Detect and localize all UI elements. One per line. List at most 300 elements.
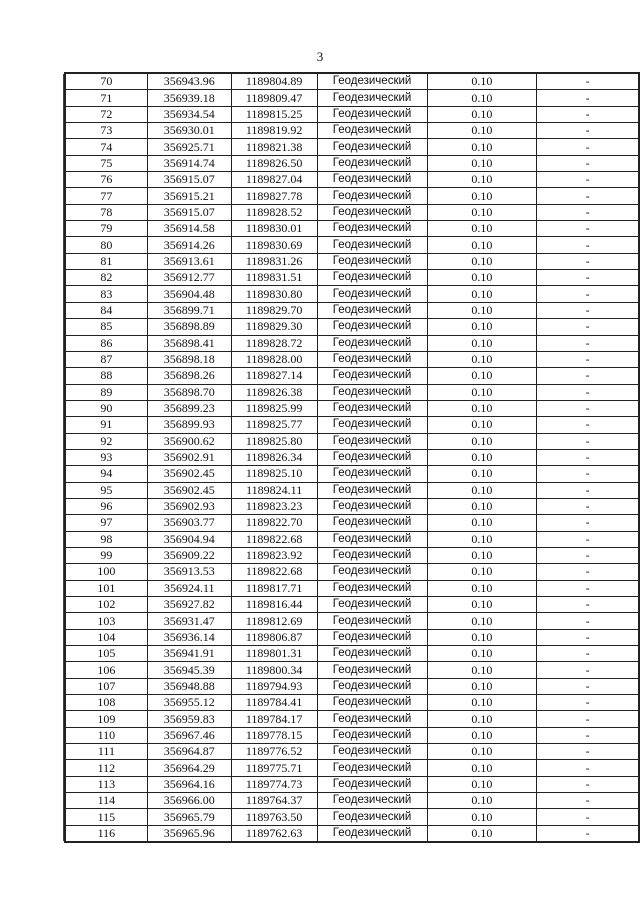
description-cell: - [537,221,639,237]
x-coordinate-cell: 356900.62 [147,433,231,449]
table-row [66,449,639,465]
method-cell: Геодезический [317,74,427,90]
accuracy-cell: 0.10 [427,400,537,416]
accuracy-cell: 0.10 [427,580,537,596]
point-number-cell: 101 [66,580,148,596]
x-coordinate-cell: 356927.82 [147,597,231,613]
description-cell: - [537,253,639,269]
table-row [66,711,639,727]
method-cell: Геодезический [317,564,427,580]
y-coordinate-cell: 1189825.80 [231,433,317,449]
table-row [66,302,639,318]
table-row [66,498,639,514]
accuracy-cell: 0.10 [427,727,537,743]
table-row [66,629,639,645]
point-number-cell: 79 [66,221,148,237]
point-number-cell: 89 [66,384,148,400]
method-cell: Геодезический [317,744,427,760]
accuracy-cell: 0.10 [427,760,537,776]
point-number-cell: 102 [66,597,148,613]
description-cell: - [537,809,639,825]
accuracy-cell: 0.10 [427,613,537,629]
accuracy-cell: 0.10 [427,662,537,678]
table-row [66,646,639,662]
table-row [66,237,639,253]
x-coordinate-cell: 356930.01 [147,123,231,139]
method-cell: Геодезический [317,237,427,253]
description-cell: - [537,286,639,302]
description-cell: - [537,155,639,171]
y-coordinate-cell: 1189762.63 [231,825,317,841]
description-cell: - [537,270,639,286]
point-number-cell: 84 [66,302,148,318]
x-coordinate-cell: 356914.26 [147,237,231,253]
table-row [66,744,639,760]
accuracy-cell: 0.10 [427,90,537,106]
description-cell: - [537,335,639,351]
accuracy-cell: 0.10 [427,302,537,318]
accuracy-cell: 0.10 [427,629,537,645]
point-number-cell: 97 [66,515,148,531]
point-number-cell: 70 [66,74,148,90]
table-row [66,384,639,400]
point-number-cell: 72 [66,106,148,122]
y-coordinate-cell: 1189794.93 [231,678,317,694]
y-coordinate-cell: 1189822.70 [231,515,317,531]
accuracy-cell: 0.10 [427,351,537,367]
point-number-cell: 108 [66,695,148,711]
table-row [66,662,639,678]
table-row [66,793,639,809]
point-number-cell: 74 [66,139,148,155]
accuracy-cell: 0.10 [427,106,537,122]
y-coordinate-cell: 1189827.04 [231,172,317,188]
x-coordinate-cell: 356899.23 [147,400,231,416]
y-coordinate-cell: 1189825.77 [231,417,317,433]
method-cell: Геодезический [317,400,427,416]
method-cell: Геодезический [317,123,427,139]
y-coordinate-cell: 1189784.17 [231,711,317,727]
accuracy-cell: 0.10 [427,286,537,302]
method-cell: Геодезический [317,90,427,106]
point-number-cell: 99 [66,547,148,563]
accuracy-cell: 0.10 [427,793,537,809]
x-coordinate-cell: 356964.87 [147,744,231,760]
y-coordinate-cell: 1189826.38 [231,384,317,400]
description-cell: - [537,776,639,792]
description-cell: - [537,695,639,711]
description-cell: - [537,204,639,220]
y-coordinate-cell: 1189778.15 [231,727,317,743]
y-coordinate-cell: 1189819.92 [231,123,317,139]
x-coordinate-cell: 356915.07 [147,172,231,188]
description-cell: - [537,172,639,188]
description-cell: - [537,711,639,727]
description-cell: - [537,515,639,531]
method-cell: Геодезический [317,417,427,433]
description-cell: - [537,466,639,482]
x-coordinate-cell: 356959.83 [147,711,231,727]
description-cell: - [537,188,639,204]
y-coordinate-cell: 1189812.69 [231,613,317,629]
accuracy-cell: 0.10 [427,711,537,727]
point-number-cell: 81 [66,253,148,269]
accuracy-cell: 0.10 [427,466,537,482]
point-number-cell: 113 [66,776,148,792]
table-row [66,482,639,498]
method-cell: Геодезический [317,172,427,188]
y-coordinate-cell: 1189828.72 [231,335,317,351]
x-coordinate-cell: 356912.77 [147,270,231,286]
table-row [66,597,639,613]
point-number-cell: 94 [66,466,148,482]
description-cell: - [537,417,639,433]
x-coordinate-cell: 356948.88 [147,678,231,694]
y-coordinate-cell: 1189826.34 [231,449,317,465]
table-row [66,613,639,629]
description-cell: - [537,547,639,563]
x-coordinate-cell: 356915.07 [147,204,231,220]
method-cell: Геодезический [317,580,427,596]
point-number-cell: 91 [66,417,148,433]
method-cell: Геодезический [317,302,427,318]
description-cell: - [537,531,639,547]
x-coordinate-cell: 356898.18 [147,351,231,367]
description-cell: - [537,139,639,155]
y-coordinate-cell: 1189809.47 [231,90,317,106]
x-coordinate-cell: 356904.94 [147,531,231,547]
point-number-cell: 107 [66,678,148,694]
accuracy-cell: 0.10 [427,237,537,253]
table-row [66,515,639,531]
x-coordinate-cell: 356936.14 [147,629,231,645]
x-coordinate-cell: 356967.46 [147,727,231,743]
table-row [66,139,639,155]
point-number-cell: 104 [66,629,148,645]
table-row [66,678,639,694]
description-cell: - [537,662,639,678]
x-coordinate-cell: 356943.96 [147,74,231,90]
accuracy-cell: 0.10 [427,221,537,237]
description-cell: - [537,368,639,384]
method-cell: Геодезический [317,139,427,155]
x-coordinate-cell: 356903.77 [147,515,231,531]
table-row [66,433,639,449]
accuracy-cell: 0.10 [427,319,537,335]
point-number-cell: 100 [66,564,148,580]
coordinates-table-frame [64,72,640,843]
accuracy-cell: 0.10 [427,678,537,694]
method-cell: Геодезический [317,106,427,122]
table-row [66,253,639,269]
x-coordinate-cell: 356899.71 [147,302,231,318]
description-cell: - [537,319,639,335]
accuracy-cell: 0.10 [427,123,537,139]
y-coordinate-cell: 1189828.52 [231,204,317,220]
table-row [66,776,639,792]
method-cell: Геодезический [317,286,427,302]
method-cell: Геодезический [317,155,427,171]
y-coordinate-cell: 1189829.30 [231,319,317,335]
y-coordinate-cell: 1189823.23 [231,498,317,514]
table-row [66,90,639,106]
x-coordinate-cell: 356964.16 [147,776,231,792]
x-coordinate-cell: 356945.39 [147,662,231,678]
point-number-cell: 88 [66,368,148,384]
description-cell: - [537,580,639,596]
method-cell: Геодезический [317,335,427,351]
point-number-cell: 83 [66,286,148,302]
y-coordinate-cell: 1189800.34 [231,662,317,678]
point-number-cell: 90 [66,400,148,416]
table-row [66,106,639,122]
accuracy-cell: 0.10 [427,825,537,841]
x-coordinate-cell: 356902.45 [147,466,231,482]
method-cell: Геодезический [317,498,427,514]
y-coordinate-cell: 1189774.73 [231,776,317,792]
method-cell: Геодезический [317,646,427,662]
coordinates-table-body [66,74,639,842]
y-coordinate-cell: 1189830.01 [231,221,317,237]
table-row [66,825,639,841]
table-row [66,204,639,220]
accuracy-cell: 0.10 [427,744,537,760]
method-cell: Геодезический [317,809,427,825]
method-cell: Геодезический [317,351,427,367]
accuracy-cell: 0.10 [427,253,537,269]
table-row [66,188,639,204]
x-coordinate-cell: 356964.29 [147,760,231,776]
y-coordinate-cell: 1189775.71 [231,760,317,776]
y-coordinate-cell: 1189763.50 [231,809,317,825]
description-cell: - [537,351,639,367]
method-cell: Геодезический [317,711,427,727]
x-coordinate-cell: 356898.89 [147,319,231,335]
point-number-cell: 95 [66,482,148,498]
accuracy-cell: 0.10 [427,335,537,351]
point-number-cell: 111 [66,744,148,760]
y-coordinate-cell: 1189822.68 [231,564,317,580]
accuracy-cell: 0.10 [427,449,537,465]
table-row [66,727,639,743]
accuracy-cell: 0.10 [427,384,537,400]
accuracy-cell: 0.10 [427,646,537,662]
x-coordinate-cell: 356914.74 [147,155,231,171]
method-cell: Геодезический [317,433,427,449]
table-row [66,286,639,302]
table-row [66,400,639,416]
point-number-cell: 112 [66,760,148,776]
y-coordinate-cell: 1189764.37 [231,793,317,809]
x-coordinate-cell: 356925.71 [147,139,231,155]
accuracy-cell: 0.10 [427,597,537,613]
accuracy-cell: 0.10 [427,417,537,433]
accuracy-cell: 0.10 [427,172,537,188]
method-cell: Геодезический [317,547,427,563]
point-number-cell: 86 [66,335,148,351]
point-number-cell: 73 [66,123,148,139]
description-cell: - [537,629,639,645]
y-coordinate-cell: 1189823.92 [231,547,317,563]
accuracy-cell: 0.10 [427,515,537,531]
method-cell: Геодезический [317,613,427,629]
method-cell: Геодезический [317,253,427,269]
description-cell: - [537,678,639,694]
x-coordinate-cell: 356898.70 [147,384,231,400]
method-cell: Геодезический [317,695,427,711]
coordinates-table [65,73,639,842]
y-coordinate-cell: 1189784.41 [231,695,317,711]
y-coordinate-cell: 1189804.89 [231,74,317,90]
y-coordinate-cell: 1189776.52 [231,744,317,760]
description-cell: - [537,302,639,318]
table-row [66,155,639,171]
accuracy-cell: 0.10 [427,74,537,90]
x-coordinate-cell: 356913.61 [147,253,231,269]
description-cell: - [537,646,639,662]
description-cell: - [537,90,639,106]
table-row [66,809,639,825]
x-coordinate-cell: 356898.41 [147,335,231,351]
y-coordinate-cell: 1189830.80 [231,286,317,302]
y-coordinate-cell: 1189806.87 [231,629,317,645]
method-cell: Геодезический [317,319,427,335]
x-coordinate-cell: 356898.26 [147,368,231,384]
y-coordinate-cell: 1189815.25 [231,106,317,122]
point-number-cell: 114 [66,793,148,809]
x-coordinate-cell: 356941.91 [147,646,231,662]
table-row [66,580,639,596]
point-number-cell: 106 [66,662,148,678]
x-coordinate-cell: 356902.45 [147,482,231,498]
point-number-cell: 82 [66,270,148,286]
table-row [66,760,639,776]
y-coordinate-cell: 1189831.26 [231,253,317,269]
y-coordinate-cell: 1189827.14 [231,368,317,384]
method-cell: Геодезический [317,629,427,645]
accuracy-cell: 0.10 [427,564,537,580]
table-row [66,123,639,139]
description-cell: - [537,498,639,514]
method-cell: Геодезический [317,482,427,498]
description-cell: - [537,727,639,743]
method-cell: Геодезический [317,597,427,613]
method-cell: Геодезический [317,531,427,547]
point-number-cell: 78 [66,204,148,220]
description-cell: - [537,433,639,449]
description-cell: - [537,74,639,90]
accuracy-cell: 0.10 [427,776,537,792]
y-coordinate-cell: 1189826.50 [231,155,317,171]
accuracy-cell: 0.10 [427,433,537,449]
method-cell: Геодезический [317,368,427,384]
table-row [66,319,639,335]
point-number-cell: 116 [66,825,148,841]
description-cell: - [537,106,639,122]
point-number-cell: 109 [66,711,148,727]
point-number-cell: 115 [66,809,148,825]
x-coordinate-cell: 356934.54 [147,106,231,122]
table-row [66,547,639,563]
method-cell: Геодезический [317,221,427,237]
description-cell: - [537,597,639,613]
x-coordinate-cell: 356915.21 [147,188,231,204]
method-cell: Геодезический [317,204,427,220]
accuracy-cell: 0.10 [427,155,537,171]
table-row [66,466,639,482]
method-cell: Геодезический [317,776,427,792]
y-coordinate-cell: 1189825.10 [231,466,317,482]
point-number-cell: 110 [66,727,148,743]
description-cell: - [537,384,639,400]
point-number-cell: 93 [66,449,148,465]
y-coordinate-cell: 1189827.78 [231,188,317,204]
point-number-cell: 85 [66,319,148,335]
accuracy-cell: 0.10 [427,188,537,204]
point-number-cell: 77 [66,188,148,204]
x-coordinate-cell: 356966.00 [147,793,231,809]
description-cell: - [537,744,639,760]
point-number-cell: 105 [66,646,148,662]
table-row [66,351,639,367]
description-cell: - [537,613,639,629]
table-row [66,417,639,433]
point-number-cell: 92 [66,433,148,449]
method-cell: Геодезический [317,678,427,694]
x-coordinate-cell: 356931.47 [147,613,231,629]
x-coordinate-cell: 356965.96 [147,825,231,841]
method-cell: Геодезический [317,515,427,531]
y-coordinate-cell: 1189816.44 [231,597,317,613]
method-cell: Геодезический [317,662,427,678]
point-number-cell: 76 [66,172,148,188]
description-cell: - [537,123,639,139]
table-row [66,368,639,384]
accuracy-cell: 0.10 [427,809,537,825]
point-number-cell: 98 [66,531,148,547]
description-cell: - [537,564,639,580]
table-row [66,221,639,237]
description-cell: - [537,482,639,498]
accuracy-cell: 0.10 [427,498,537,514]
y-coordinate-cell: 1189830.69 [231,237,317,253]
method-cell: Геодезический [317,727,427,743]
method-cell: Геодезический [317,188,427,204]
table-row [66,270,639,286]
accuracy-cell: 0.10 [427,368,537,384]
y-coordinate-cell: 1189822.68 [231,531,317,547]
description-cell: - [537,449,639,465]
x-coordinate-cell: 356902.91 [147,449,231,465]
table-row [66,564,639,580]
y-coordinate-cell: 1189824.11 [231,482,317,498]
x-coordinate-cell: 356904.48 [147,286,231,302]
method-cell: Геодезический [317,760,427,776]
x-coordinate-cell: 356939.18 [147,90,231,106]
y-coordinate-cell: 1189828.00 [231,351,317,367]
y-coordinate-cell: 1189829.70 [231,302,317,318]
description-cell: - [537,793,639,809]
y-coordinate-cell: 1189831.51 [231,270,317,286]
accuracy-cell: 0.10 [427,270,537,286]
y-coordinate-cell: 1189817.71 [231,580,317,596]
accuracy-cell: 0.10 [427,482,537,498]
description-cell: - [537,400,639,416]
table-row [66,74,639,90]
point-number-cell: 87 [66,351,148,367]
accuracy-cell: 0.10 [427,204,537,220]
accuracy-cell: 0.10 [427,531,537,547]
